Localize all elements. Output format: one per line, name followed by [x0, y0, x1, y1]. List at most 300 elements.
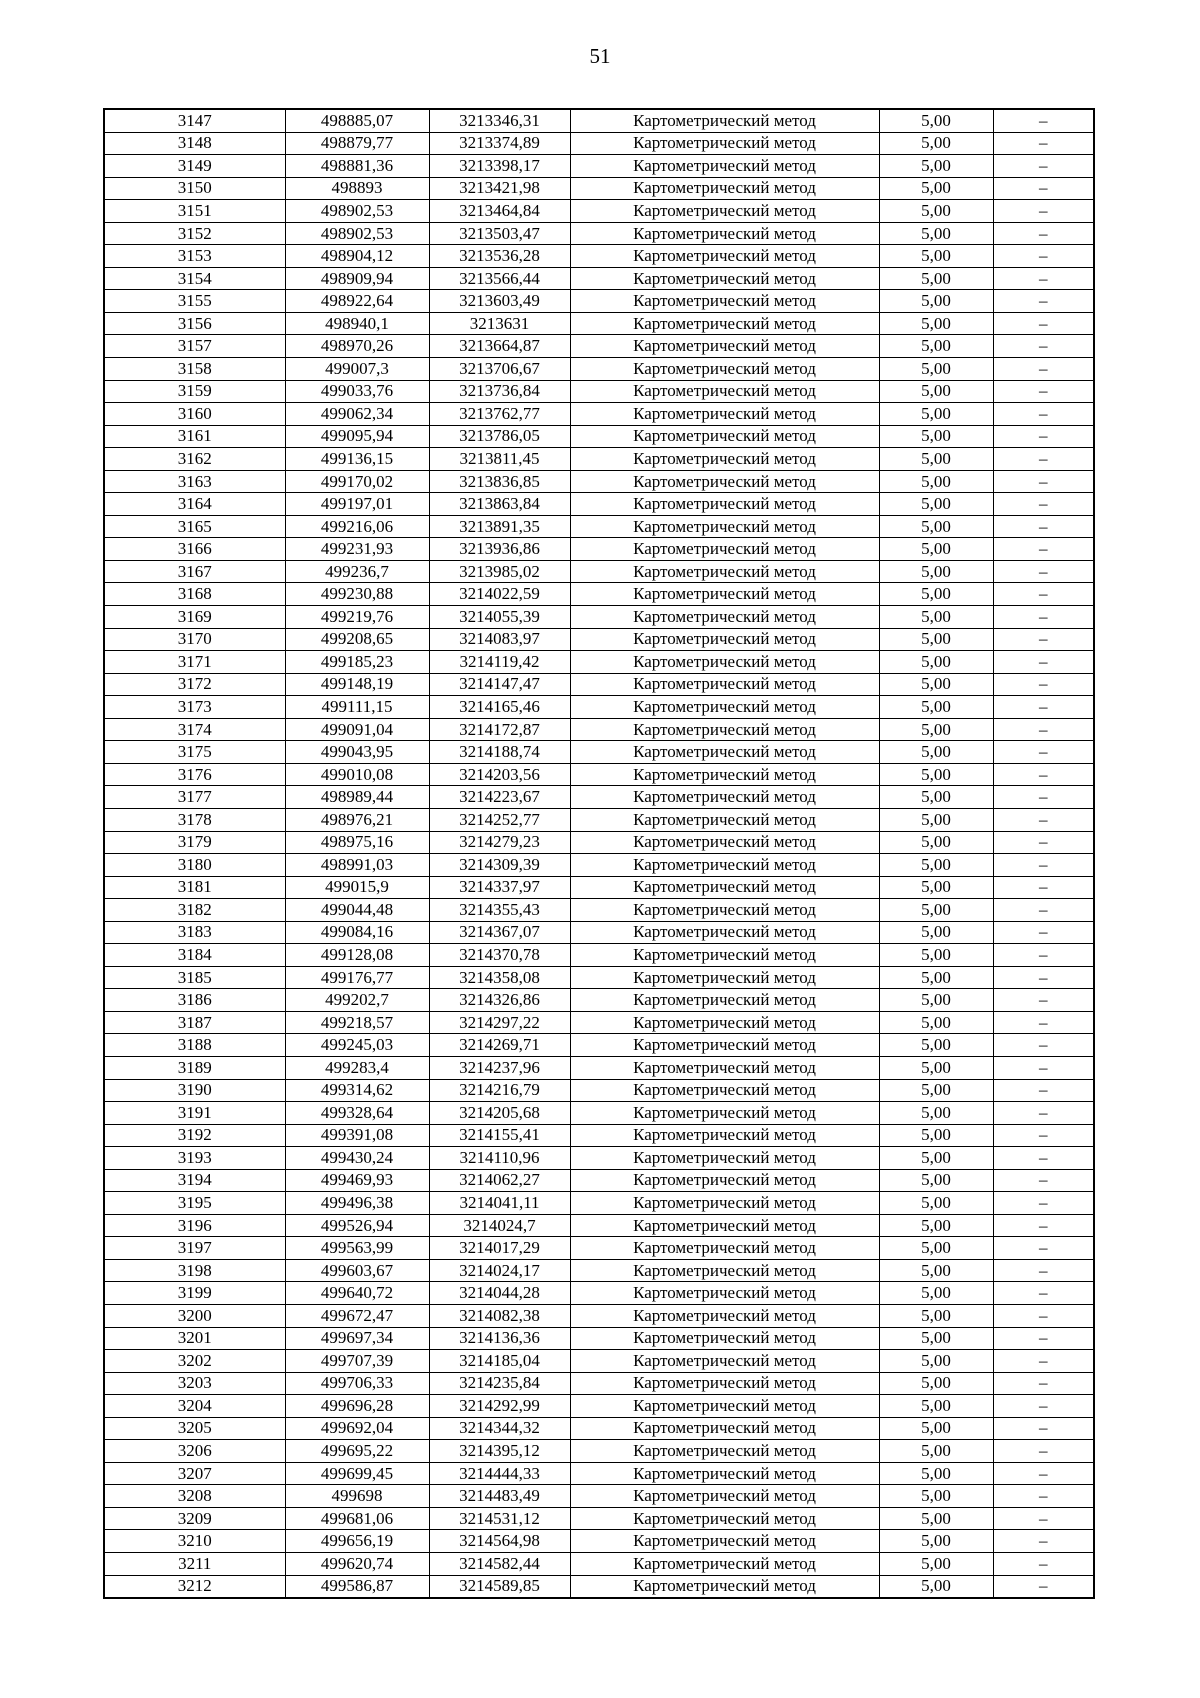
empty-mark-cell: –: [993, 831, 1094, 854]
point-number-cell: 3199: [104, 1282, 285, 1305]
method-cell: Картометрический метод: [570, 1034, 879, 1057]
accuracy-cell: 5,00: [879, 673, 993, 696]
method-cell: Картометрический метод: [570, 1147, 879, 1170]
point-number-cell: 3158: [104, 358, 285, 381]
x-coordinate-cell: 499586,87: [285, 1575, 429, 1598]
x-coordinate-cell: 499095,94: [285, 425, 429, 448]
empty-mark-cell: –: [993, 808, 1094, 831]
accuracy-cell: 5,00: [879, 335, 993, 358]
x-coordinate-cell: 499496,38: [285, 1192, 429, 1215]
method-cell: Картометрический метод: [570, 921, 879, 944]
accuracy-cell: 5,00: [879, 876, 993, 899]
point-number-cell: 3168: [104, 583, 285, 606]
table-row: [104, 1169, 1094, 1192]
y-coordinate-cell: 3214082,38: [429, 1304, 570, 1327]
table-row: [104, 1124, 1094, 1147]
point-number-cell: 3191: [104, 1102, 285, 1125]
accuracy-cell: 5,00: [879, 425, 993, 448]
empty-mark-cell: –: [993, 696, 1094, 719]
empty-mark-cell: –: [993, 470, 1094, 493]
empty-mark-cell: –: [993, 673, 1094, 696]
y-coordinate-cell: 3214024,7: [429, 1214, 570, 1237]
accuracy-cell: 5,00: [879, 177, 993, 200]
point-number-cell: 3170: [104, 628, 285, 651]
method-cell: Картометрический метод: [570, 854, 879, 877]
accuracy-cell: 5,00: [879, 1507, 993, 1530]
method-cell: Картометрический метод: [570, 1214, 879, 1237]
empty-mark-cell: –: [993, 1553, 1094, 1576]
empty-mark-cell: –: [993, 921, 1094, 944]
table-row: [104, 606, 1094, 629]
method-cell: Картометрический метод: [570, 808, 879, 831]
x-coordinate-cell: 499672,47: [285, 1304, 429, 1327]
y-coordinate-cell: 3214110,96: [429, 1147, 570, 1170]
x-coordinate-cell: 499043,95: [285, 741, 429, 764]
method-cell: Картометрический метод: [570, 786, 879, 809]
table-row: [104, 1575, 1094, 1598]
point-number-cell: 3188: [104, 1034, 285, 1057]
method-cell: Картометрический метод: [570, 673, 879, 696]
method-cell: Картометрический метод: [570, 1124, 879, 1147]
y-coordinate-cell: 3214395,12: [429, 1440, 570, 1463]
y-coordinate-cell: 3214589,85: [429, 1575, 570, 1598]
x-coordinate-cell: 499148,19: [285, 673, 429, 696]
point-number-cell: 3173: [104, 696, 285, 719]
accuracy-cell: 5,00: [879, 1056, 993, 1079]
table-row: [104, 1011, 1094, 1034]
point-number-cell: 3163: [104, 470, 285, 493]
point-number-cell: 3198: [104, 1259, 285, 1282]
x-coordinate-cell: 499283,4: [285, 1056, 429, 1079]
table-row: [104, 200, 1094, 223]
method-cell: Картометрический метод: [570, 966, 879, 989]
method-cell: Картометрический метод: [570, 606, 879, 629]
y-coordinate-cell: 3213706,67: [429, 358, 570, 381]
table-row: [104, 290, 1094, 313]
table-row: [104, 899, 1094, 922]
empty-mark-cell: –: [993, 763, 1094, 786]
table-row: [104, 1192, 1094, 1215]
accuracy-cell: 5,00: [879, 606, 993, 629]
y-coordinate-cell: 3214344,32: [429, 1417, 570, 1440]
y-coordinate-cell: 3214165,46: [429, 696, 570, 719]
point-number-cell: 3159: [104, 380, 285, 403]
point-number-cell: 3167: [104, 560, 285, 583]
point-number-cell: 3161: [104, 425, 285, 448]
y-coordinate-cell: 3214279,23: [429, 831, 570, 854]
accuracy-cell: 5,00: [879, 222, 993, 245]
x-coordinate-cell: 499620,74: [285, 1553, 429, 1576]
method-cell: Картометрический метод: [570, 132, 879, 155]
table-row: [104, 470, 1094, 493]
point-number-cell: 3171: [104, 651, 285, 674]
empty-mark-cell: –: [993, 560, 1094, 583]
accuracy-cell: 5,00: [879, 267, 993, 290]
method-cell: Картометрический метод: [570, 944, 879, 967]
table-row: [104, 673, 1094, 696]
point-number-cell: 3180: [104, 854, 285, 877]
empty-mark-cell: –: [993, 1417, 1094, 1440]
empty-mark-cell: –: [993, 448, 1094, 471]
empty-mark-cell: –: [993, 989, 1094, 1012]
method-cell: Картометрический метод: [570, 358, 879, 381]
empty-mark-cell: –: [993, 718, 1094, 741]
x-coordinate-cell: 499136,15: [285, 448, 429, 471]
y-coordinate-cell: 3214216,79: [429, 1079, 570, 1102]
point-number-cell: 3182: [104, 899, 285, 922]
accuracy-cell: 5,00: [879, 515, 993, 538]
table-row: [104, 1395, 1094, 1418]
point-number-cell: 3207: [104, 1462, 285, 1485]
method-cell: Картометрический метод: [570, 538, 879, 561]
y-coordinate-cell: 3214203,56: [429, 763, 570, 786]
point-number-cell: 3192: [104, 1124, 285, 1147]
accuracy-cell: 5,00: [879, 312, 993, 335]
accuracy-cell: 5,00: [879, 245, 993, 268]
point-number-cell: 3150: [104, 177, 285, 200]
accuracy-cell: 5,00: [879, 1011, 993, 1034]
table-row: [104, 403, 1094, 426]
method-cell: Картометрический метод: [570, 1553, 879, 1576]
accuracy-cell: 5,00: [879, 1440, 993, 1463]
x-coordinate-cell: 499563,99: [285, 1237, 429, 1260]
empty-mark-cell: –: [993, 854, 1094, 877]
x-coordinate-cell: 499010,08: [285, 763, 429, 786]
point-number-cell: 3205: [104, 1417, 285, 1440]
method-cell: Картометрический метод: [570, 1011, 879, 1034]
method-cell: Картометрический метод: [570, 290, 879, 313]
method-cell: Картометрический метод: [570, 1462, 879, 1485]
method-cell: Картометрический метод: [570, 1530, 879, 1553]
table-row: [104, 718, 1094, 741]
method-cell: Картометрический метод: [570, 628, 879, 651]
y-coordinate-cell: 3214444,33: [429, 1462, 570, 1485]
empty-mark-cell: –: [993, 1034, 1094, 1057]
table-row: [104, 1485, 1094, 1508]
table-row: [104, 425, 1094, 448]
y-coordinate-cell: 3214044,28: [429, 1282, 570, 1305]
table-row: [104, 1372, 1094, 1395]
point-number-cell: 3164: [104, 493, 285, 516]
y-coordinate-cell: 3214355,43: [429, 899, 570, 922]
empty-mark-cell: –: [993, 1214, 1094, 1237]
point-number-cell: 3153: [104, 245, 285, 268]
method-cell: Картометрический метод: [570, 651, 879, 674]
accuracy-cell: 5,00: [879, 966, 993, 989]
table-row: [104, 763, 1094, 786]
method-cell: Картометрический метод: [570, 696, 879, 719]
accuracy-cell: 5,00: [879, 109, 993, 132]
empty-mark-cell: –: [993, 1395, 1094, 1418]
point-number-cell: 3210: [104, 1530, 285, 1553]
table-row: [104, 312, 1094, 335]
coordinates-table: [103, 108, 1095, 1599]
point-number-cell: 3186: [104, 989, 285, 1012]
y-coordinate-cell: 3213566,44: [429, 267, 570, 290]
empty-mark-cell: –: [993, 267, 1094, 290]
x-coordinate-cell: 499202,7: [285, 989, 429, 1012]
y-coordinate-cell: 3214024,17: [429, 1259, 570, 1282]
method-cell: Картометрический метод: [570, 200, 879, 223]
accuracy-cell: 5,00: [879, 290, 993, 313]
empty-mark-cell: –: [993, 493, 1094, 516]
accuracy-cell: 5,00: [879, 989, 993, 1012]
empty-mark-cell: –: [993, 403, 1094, 426]
x-coordinate-cell: 499091,04: [285, 718, 429, 741]
x-coordinate-cell: 499185,23: [285, 651, 429, 674]
table-row: [104, 245, 1094, 268]
coordinates-table-body: [104, 109, 1094, 1598]
accuracy-cell: 5,00: [879, 808, 993, 831]
table-row: [104, 132, 1094, 155]
y-coordinate-cell: 3214205,68: [429, 1102, 570, 1125]
table-row: [104, 538, 1094, 561]
empty-mark-cell: –: [993, 1124, 1094, 1147]
table-row: [104, 1034, 1094, 1057]
method-cell: Картометрический метод: [570, 1079, 879, 1102]
method-cell: Картометрический метод: [570, 515, 879, 538]
y-coordinate-cell: 3213536,28: [429, 245, 570, 268]
empty-mark-cell: –: [993, 786, 1094, 809]
table-row: [104, 493, 1094, 516]
method-cell: Картометрический метод: [570, 109, 879, 132]
table-row: [104, 515, 1094, 538]
table-row: [104, 876, 1094, 899]
accuracy-cell: 5,00: [879, 944, 993, 967]
y-coordinate-cell: 3214062,27: [429, 1169, 570, 1192]
method-cell: Картометрический метод: [570, 1169, 879, 1192]
x-coordinate-cell: 498879,77: [285, 132, 429, 155]
point-number-cell: 3155: [104, 290, 285, 313]
table-row: [104, 1237, 1094, 1260]
empty-mark-cell: –: [993, 944, 1094, 967]
point-number-cell: 3193: [104, 1147, 285, 1170]
accuracy-cell: 5,00: [879, 1395, 993, 1418]
table-row: [104, 1214, 1094, 1237]
empty-mark-cell: –: [993, 1462, 1094, 1485]
y-coordinate-cell: 3214041,11: [429, 1192, 570, 1215]
y-coordinate-cell: 3214155,41: [429, 1124, 570, 1147]
x-coordinate-cell: 499692,04: [285, 1417, 429, 1440]
x-coordinate-cell: 499640,72: [285, 1282, 429, 1305]
empty-mark-cell: –: [993, 1575, 1094, 1598]
method-cell: Картометрический метод: [570, 448, 879, 471]
empty-mark-cell: –: [993, 1440, 1094, 1463]
y-coordinate-cell: 3214309,39: [429, 854, 570, 877]
table-row: [104, 380, 1094, 403]
accuracy-cell: 5,00: [879, 1327, 993, 1350]
x-coordinate-cell: 499469,93: [285, 1169, 429, 1192]
point-number-cell: 3160: [104, 403, 285, 426]
accuracy-cell: 5,00: [879, 1530, 993, 1553]
point-number-cell: 3200: [104, 1304, 285, 1327]
method-cell: Картометрический метод: [570, 312, 879, 335]
method-cell: Картометрический метод: [570, 380, 879, 403]
point-number-cell: 3211: [104, 1553, 285, 1576]
table-row: [104, 1417, 1094, 1440]
method-cell: Картометрический метод: [570, 155, 879, 178]
x-coordinate-cell: 499707,39: [285, 1350, 429, 1373]
accuracy-cell: 5,00: [879, 470, 993, 493]
x-coordinate-cell: 499681,06: [285, 1507, 429, 1530]
table-row: [104, 854, 1094, 877]
empty-mark-cell: –: [993, 1372, 1094, 1395]
y-coordinate-cell: 3214370,78: [429, 944, 570, 967]
empty-mark-cell: –: [993, 1056, 1094, 1079]
empty-mark-cell: –: [993, 1507, 1094, 1530]
accuracy-cell: 5,00: [879, 1079, 993, 1102]
x-coordinate-cell: 499699,45: [285, 1462, 429, 1485]
x-coordinate-cell: 498976,21: [285, 808, 429, 831]
x-coordinate-cell: 499696,28: [285, 1395, 429, 1418]
accuracy-cell: 5,00: [879, 763, 993, 786]
empty-mark-cell: –: [993, 200, 1094, 223]
empty-mark-cell: –: [993, 222, 1094, 245]
point-number-cell: 3147: [104, 109, 285, 132]
y-coordinate-cell: 3213374,89: [429, 132, 570, 155]
method-cell: Картометрический метод: [570, 718, 879, 741]
method-cell: Картометрический метод: [570, 1350, 879, 1373]
method-cell: Картометрический метод: [570, 1440, 879, 1463]
empty-mark-cell: –: [993, 651, 1094, 674]
accuracy-cell: 5,00: [879, 696, 993, 719]
table-row: [104, 448, 1094, 471]
method-cell: Картометрический метод: [570, 222, 879, 245]
y-coordinate-cell: 3213503,47: [429, 222, 570, 245]
empty-mark-cell: –: [993, 876, 1094, 899]
accuracy-cell: 5,00: [879, 1485, 993, 1508]
table-row: [104, 944, 1094, 967]
method-cell: Картометрический метод: [570, 1372, 879, 1395]
table-row: [104, 1147, 1094, 1170]
method-cell: Картометрический метод: [570, 1282, 879, 1305]
table-row: [104, 1530, 1094, 1553]
table-row: [104, 155, 1094, 178]
x-coordinate-cell: 499044,48: [285, 899, 429, 922]
x-coordinate-cell: 499245,03: [285, 1034, 429, 1057]
empty-mark-cell: –: [993, 1192, 1094, 1215]
table-row: [104, 651, 1094, 674]
accuracy-cell: 5,00: [879, 358, 993, 381]
empty-mark-cell: –: [993, 1327, 1094, 1350]
empty-mark-cell: –: [993, 380, 1094, 403]
method-cell: Картометрический метод: [570, 1485, 879, 1508]
empty-mark-cell: –: [993, 1079, 1094, 1102]
accuracy-cell: 5,00: [879, 1553, 993, 1576]
table-row: [104, 1440, 1094, 1463]
accuracy-cell: 5,00: [879, 1192, 993, 1215]
y-coordinate-cell: 3213346,31: [429, 109, 570, 132]
page-number: 51: [589, 44, 611, 68]
x-coordinate-cell: 499062,34: [285, 403, 429, 426]
x-coordinate-cell: 499170,02: [285, 470, 429, 493]
y-coordinate-cell: 3214358,08: [429, 966, 570, 989]
y-coordinate-cell: 3214337,97: [429, 876, 570, 899]
table-row: [104, 628, 1094, 651]
accuracy-cell: 5,00: [879, 854, 993, 877]
y-coordinate-cell: 3214326,86: [429, 989, 570, 1012]
x-coordinate-cell: 498902,53: [285, 222, 429, 245]
x-coordinate-cell: 499706,33: [285, 1372, 429, 1395]
y-coordinate-cell: 3213736,84: [429, 380, 570, 403]
x-coordinate-cell: 499084,16: [285, 921, 429, 944]
accuracy-cell: 5,00: [879, 1237, 993, 1260]
x-coordinate-cell: 498922,64: [285, 290, 429, 313]
y-coordinate-cell: 3213786,05: [429, 425, 570, 448]
y-coordinate-cell: 3214292,99: [429, 1395, 570, 1418]
point-number-cell: 3208: [104, 1485, 285, 1508]
accuracy-cell: 5,00: [879, 155, 993, 178]
method-cell: Картометрический метод: [570, 267, 879, 290]
y-coordinate-cell: 3214147,47: [429, 673, 570, 696]
method-cell: Картометрический метод: [570, 403, 879, 426]
table-row: [104, 1282, 1094, 1305]
accuracy-cell: 5,00: [879, 718, 993, 741]
accuracy-cell: 5,00: [879, 538, 993, 561]
table-row: [104, 267, 1094, 290]
y-coordinate-cell: 3214022,59: [429, 583, 570, 606]
x-coordinate-cell: 499216,06: [285, 515, 429, 538]
y-coordinate-cell: 3213762,77: [429, 403, 570, 426]
table-row: [104, 1259, 1094, 1282]
point-number-cell: 3151: [104, 200, 285, 223]
point-number-cell: 3194: [104, 1169, 285, 1192]
empty-mark-cell: –: [993, 155, 1094, 178]
table-row: [104, 741, 1094, 764]
method-cell: Картометрический метод: [570, 1417, 879, 1440]
method-cell: Картометрический метод: [570, 1237, 879, 1260]
x-coordinate-cell: 499391,08: [285, 1124, 429, 1147]
y-coordinate-cell: 3213863,84: [429, 493, 570, 516]
empty-mark-cell: –: [993, 628, 1094, 651]
table-row: [104, 1079, 1094, 1102]
method-cell: Картометрический метод: [570, 899, 879, 922]
empty-mark-cell: –: [993, 1530, 1094, 1553]
point-number-cell: 3183: [104, 921, 285, 944]
empty-mark-cell: –: [993, 606, 1094, 629]
x-coordinate-cell: 499111,15: [285, 696, 429, 719]
point-number-cell: 3206: [104, 1440, 285, 1463]
y-coordinate-cell: 3214017,29: [429, 1237, 570, 1260]
y-coordinate-cell: 3214136,36: [429, 1327, 570, 1350]
x-coordinate-cell: 498991,03: [285, 854, 429, 877]
y-coordinate-cell: 3214172,87: [429, 718, 570, 741]
y-coordinate-cell: 3213603,49: [429, 290, 570, 313]
empty-mark-cell: –: [993, 1237, 1094, 1260]
table-row: [104, 109, 1094, 132]
accuracy-cell: 5,00: [879, 1304, 993, 1327]
point-number-cell: 3148: [104, 132, 285, 155]
table-row: [104, 1102, 1094, 1125]
x-coordinate-cell: 499656,19: [285, 1530, 429, 1553]
empty-mark-cell: –: [993, 966, 1094, 989]
x-coordinate-cell: 498885,07: [285, 109, 429, 132]
empty-mark-cell: –: [993, 1259, 1094, 1282]
empty-mark-cell: –: [993, 358, 1094, 381]
table-row: [104, 831, 1094, 854]
y-coordinate-cell: 3214582,44: [429, 1553, 570, 1576]
point-number-cell: 3190: [104, 1079, 285, 1102]
y-coordinate-cell: 3214483,49: [429, 1485, 570, 1508]
y-coordinate-cell: 3213631: [429, 312, 570, 335]
empty-mark-cell: –: [993, 1350, 1094, 1373]
y-coordinate-cell: 3214055,39: [429, 606, 570, 629]
y-coordinate-cell: 3214269,71: [429, 1034, 570, 1057]
x-coordinate-cell: 499176,77: [285, 966, 429, 989]
table-row: [104, 966, 1094, 989]
point-number-cell: 3157: [104, 335, 285, 358]
point-number-cell: 3178: [104, 808, 285, 831]
